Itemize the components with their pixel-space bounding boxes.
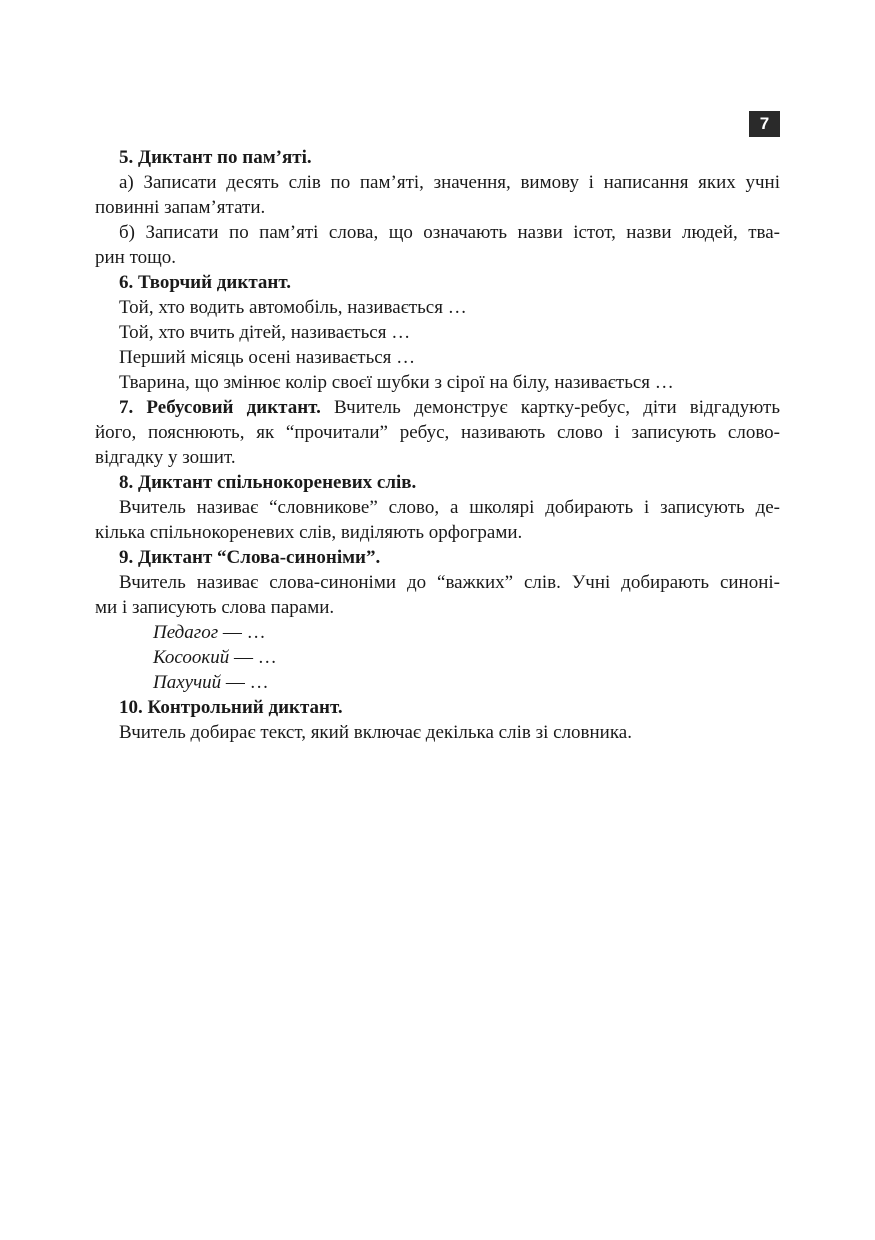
section-5-heading: 5. Диктант по пам’яті. <box>119 147 312 168</box>
section-8-line2: кілька спільнокореневих слів, виділяють орфограми. <box>95 522 523 543</box>
section-5-item-a-line1: а) Записати десять слів по пам’яті, значення, вимову і написання яких учні <box>119 172 780 193</box>
example-tail: — … <box>229 647 277 668</box>
section-5-item-a-line2: повинні запам’ятати. <box>95 197 266 218</box>
example-word: Педагог <box>153 622 219 643</box>
example-tail: — … <box>221 672 269 693</box>
section-7-line3: відгадку у зошит. <box>95 447 236 468</box>
section-9-example <box>95 645 780 670</box>
section-6-item: Тварина, що змінює колір своєї шубки з сірої на білу, називається … <box>119 372 674 393</box>
section-7-heading: 7. Ребусовий диктант. <box>119 397 321 418</box>
section-9-line1: Вчитель називає слова-синоніми до “важких” слів. Учні добирають синоні- <box>119 572 780 593</box>
section-6-item: Той, хто вчить дітей, називається … <box>119 322 411 343</box>
section-8-heading: 8. Диктант спільнокореневих слів. <box>119 472 417 493</box>
example-word: Косоокий <box>153 647 230 668</box>
section-6-item: Той, хто водить автомобіль, називається … <box>119 297 467 318</box>
page-content <box>95 145 780 745</box>
section-9-example <box>95 620 780 645</box>
section-7-line2: його, пояснюють, як “прочитали” ребус, називають слово і записують слово- <box>95 422 780 443</box>
section-5-item-b-line2: рин тощо. <box>95 247 177 268</box>
example-word: Пахучий <box>153 672 222 693</box>
section-6-heading: 6. Творчий диктант. <box>119 272 291 293</box>
section-9-line2: ми і записують слова парами. <box>95 597 335 618</box>
section-6-item: Перший місяць осені називається … <box>119 347 416 368</box>
section-10-heading: 10. Контрольний диктант. <box>119 697 343 718</box>
section-7-paragraph-line1 <box>95 395 780 420</box>
page-number: 7 <box>749 111 780 137</box>
section-10-line1: Вчитель добирає текст, який включає декілька слів зі словника. <box>119 722 632 743</box>
section-7-text: Вчитель демонструє картку-ребус, діти відгадують <box>320 397 780 418</box>
example-tail: — … <box>218 622 266 643</box>
section-9-example <box>95 670 780 695</box>
section-9-heading: 9. Диктант “Слова-синоніми”. <box>119 547 381 568</box>
section-8-line1: Вчитель називає “словникове” слово, а школярі добирають і записують де- <box>119 497 780 518</box>
section-5-item-b-line1: б) Записати по пам’яті слова, що означають назви істот, назви людей, тва- <box>119 222 780 243</box>
